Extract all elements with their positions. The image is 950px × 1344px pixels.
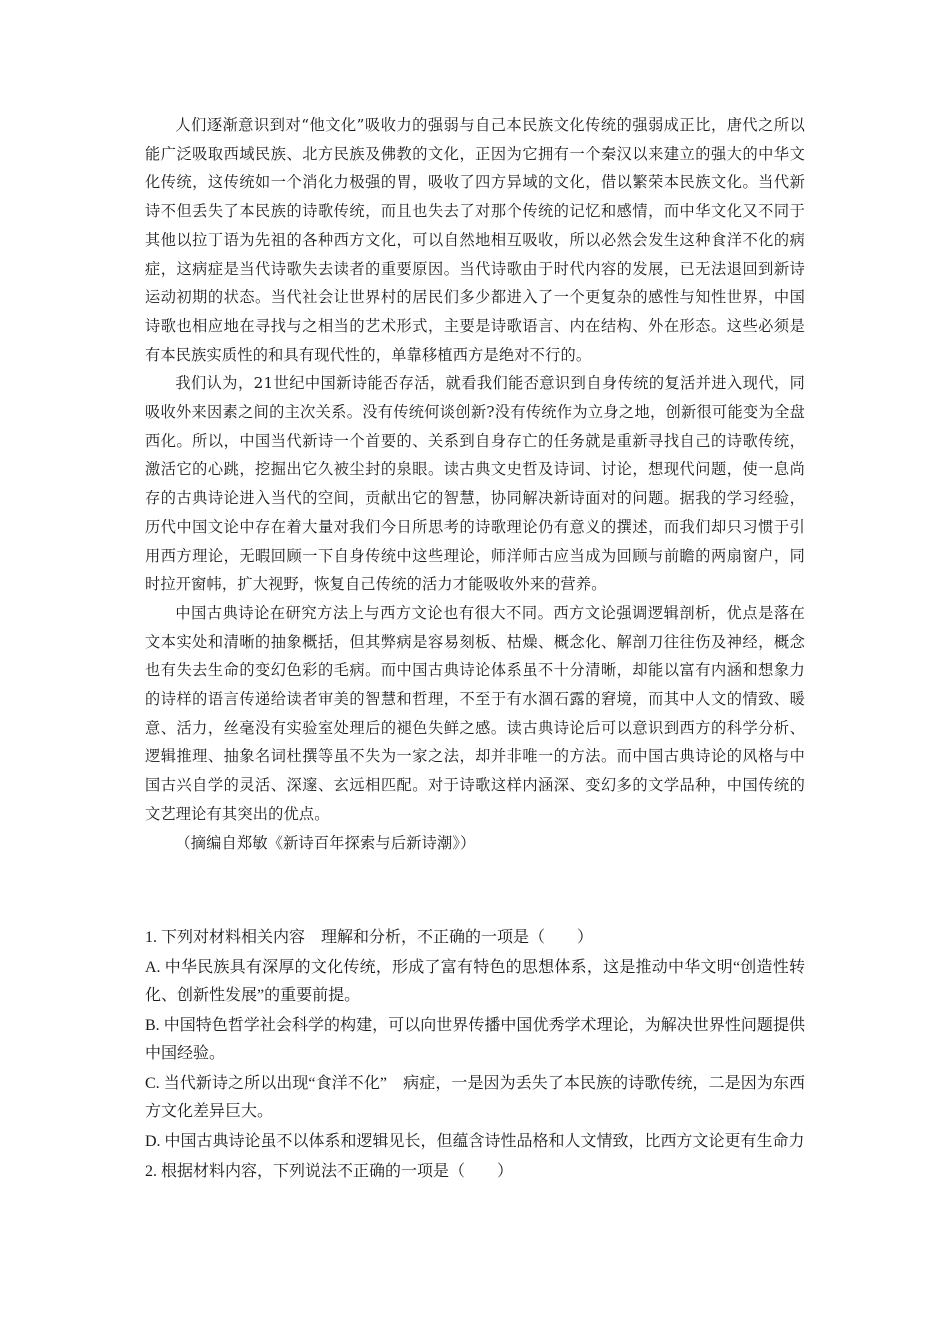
passage-paragraph-1: 人们逐渐意识到对“他文化”吸收力的强弱与自己本民族文化传统的强弱成正比，唐代之所以能广泛吸取西域民族、北方民族及佛教的文化，正因为它拥有一个秦汉以来建立的强大的中华文化传统，这传统如一个消化力极强的胃，吸收了四方异域的文化，借以繁荣本民族文化。当代新诗不但丢失了本民族的诗歌传统，而且也失去了对那个传统的记忆和感情，而中华文化又不同于其他以拉丁语为先祖的各种西方文化，可以自然地相互吸收，所以必然会发生这种食洋不化的病症，这病症是当代诗歌失去读者的重要原因。当代诗歌由于时代内容的发展，已无法退回到新诗运动初期的状态。当代社会让世界村的居民们多少都进入了一个更复杂的感性与知性世界，中国诗歌也相应地在寻找与之相当的艺术形式，主要是诗歌语言、内在结构、外在形态。这些必须是有本民族实质性的和具有现代性的，单靠移植西方是绝对不行的。 xyxy=(145,116,805,364)
question-1-stem: 1. 下列对材料相关内容 理解和分析，不正确的一项是（ ） xyxy=(145,929,594,946)
question-2-stem: 2. 根据材料内容，下列说法不正确的一项是（ ） xyxy=(145,1163,514,1180)
passage-paragraph-3: 中国古典诗论在研究方法上与西方文论也有很大不同。西方文论强调逻辑剖析，优点是落在文本实处和清晰的抽象概括，但其弊病是容易刻板、枯燥、概念化、解剖刀往往伤及神经，概念也有失去生命的变幻色彩的毛病。而中国古典诗论体系虽不十分清晰，却能以富有内涵和想象力的诗样的语言传递给读者审美的智慧和哲理，不至于有水涸石露的窘境，而其中人文的情致、暖意、活力，丝毫没有实验室处理后的褪色失鲜之感。读古典诗论后可以意识到西方的科学分析、逻辑推理、抽象名词杜撰等虽不失为一家之法，却并非唯一的方法。而中国古典诗论的风格与中国古兴自学的灵活、深邃、玄远相匹配。对于诗歌这样内涵深、变幻多的文学品种，中国传统的文艺理论有其突出的优点。 xyxy=(145,603,805,823)
reading-passage xyxy=(145,111,805,857)
question-1-option-d: D. 中国古典诗论虽不以体系和逻辑见长，但蕴含诗性品格和人文情致，比西方文论更有生命力 xyxy=(145,1133,805,1150)
question-1 xyxy=(145,922,805,1186)
question-1-option-b: B. 中国特色哲学社会科学的构建，可以向世界传播中国优秀学术理论，为解决世界性问题提供中国经验。 xyxy=(145,1017,805,1062)
passage-source: （摘编自郑敏《新诗百年探索与后新诗潮》） xyxy=(175,833,476,852)
passage-paragraph-2: 我们认为，21世纪中国新诗能否存活，就看我们能否意识到自身传统的复活并进入现代，同吸收外来因素之间的主次关系。没有传统何谈创新?没有传统作为立身之地，创新很可能变为全盘西化。所以，中国当代新诗一个首要的、关系到自身存亡的任务就是重新寻找自己的诗歌传统，激活它的心跳，挖掘出它久被尘封的泉眼。读古典文史哲及诗词、讨论，想现代问题，使一息尚存的古典诗论进入当代的空间，贡献出它的智慧，协同解决新诗面对的问题。据我的学习经验，历代中国文论中存在着大量对我们今日所思考的诗歌理论仍有意义的撰述，而我们却只习惯于引用西方理论，无暇回顾一下自身传统中这些理论，师洋师古应当成为回顾与前瞻的两扇窗户，同时拉开窗帏，扩大视野，恢复自己传统的活力才能吸收外来的营养。 xyxy=(145,374,805,594)
question-1-option-c: C. 当代新诗之所以出现“食洋不化” 病症，一是因为丢失了本民族的诗歌传统，二是因为东西方文化差异巨大。 xyxy=(145,1075,805,1120)
question-1-option-a: A. 中华民族具有深厚的文化传统，形成了富有特色的思想体系，这是推动中华文明“创造性转化、创新性发展”的重要前提。 xyxy=(145,959,805,1004)
